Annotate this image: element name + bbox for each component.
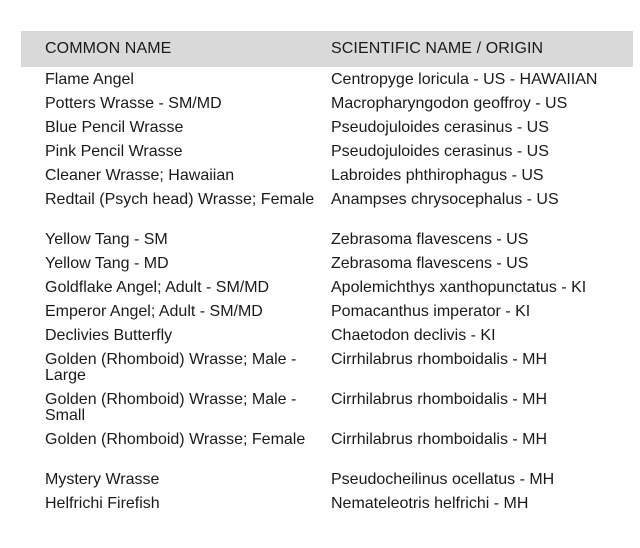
common-name-cell: Golden (Rhomboid) Wrasse; Male - Small <box>45 391 297 424</box>
column-header-scientific-name: SCIENTIFIC NAME / ORIGIN <box>331 40 544 57</box>
column-header-common-name: COMMON NAME <box>45 40 172 57</box>
scientific-name-cell: Anampses chrysocephalus - US <box>331 191 559 208</box>
scientific-name-cell: Pseudojuloides cerasinus - US <box>331 143 549 160</box>
scientific-name-cell: Centropyge loricula - US - HAWAIIAN <box>331 71 598 88</box>
common-name-cell: Yellow Tang - MD <box>45 255 169 272</box>
table-row <box>0 120 640 144</box>
common-name-cell: Golden (Rhomboid) Wrasse; Male - Large <box>45 351 297 384</box>
scientific-name-cell: Apolemichthys xanthopunctatus - KI <box>331 279 587 296</box>
scientific-name-cell: Nemateleotris helfrichi - MH <box>331 495 529 512</box>
scientific-name-cell: Pomacanthus imperator - KI <box>331 303 531 320</box>
common-name-cell: Golden (Rhomboid) Wrasse; Female <box>45 431 306 448</box>
common-name-cell: Helfrichi Firefish <box>45 495 160 512</box>
scientific-name-cell: Cirrhilabrus rhomboidalis - MH <box>331 391 548 408</box>
table-row <box>0 144 640 168</box>
common-name-cell: Emperor Angel; Adult - SM/MD <box>45 303 263 320</box>
common-name-cell: Blue Pencil Wrasse <box>45 119 184 136</box>
common-name-cell: Potters Wrasse - SM/MD <box>45 95 222 112</box>
table-row <box>0 392 640 432</box>
common-name-cell: Mystery Wrasse <box>45 471 160 488</box>
common-name-cell: Cleaner Wrasse; Hawaiian <box>45 167 235 184</box>
common-name-cell: Redtail (Psych head) Wrasse; Female <box>45 191 315 208</box>
table-row <box>0 280 640 304</box>
table-row <box>0 304 640 328</box>
table-row <box>0 496 640 520</box>
common-name-cell: Yellow Tang - SM <box>45 231 168 248</box>
common-name-cell: Flame Angel <box>45 71 134 88</box>
table-row <box>0 192 640 232</box>
table-row <box>0 72 640 96</box>
table-row <box>0 96 640 120</box>
table-row <box>0 472 640 496</box>
scientific-name-cell: Chaetodon declivis - KI <box>331 327 496 344</box>
scientific-name-cell: Cirrhilabrus rhomboidalis - MH <box>331 351 548 368</box>
scientific-name-cell: Macropharyngodon geoffroy - US <box>331 95 568 112</box>
table-row <box>0 232 640 256</box>
scientific-name-cell: Pseudojuloides cerasinus - US <box>331 119 549 136</box>
table-row <box>0 168 640 192</box>
table-row <box>0 352 640 392</box>
scientific-name-cell: Zebrasoma flavescens - US <box>331 231 529 248</box>
common-name-cell: Goldflake Angel; Adult - SM/MD <box>45 279 270 296</box>
scientific-name-cell: Pseudocheilinus ocellatus - MH <box>331 471 555 488</box>
common-name-cell: Pink Pencil Wrasse <box>45 143 183 160</box>
table-row <box>0 256 640 280</box>
scientific-name-cell: Labroides phthirophagus - US <box>331 167 544 184</box>
table-body <box>0 72 640 520</box>
scientific-name-cell: Cirrhilabrus rhomboidalis - MH <box>331 431 548 448</box>
table-row <box>0 432 640 472</box>
scientific-name-cell: Zebrasoma flavescens - US <box>331 255 529 272</box>
common-name-cell: Declivies Butterfly <box>45 327 173 344</box>
table-row <box>0 328 640 352</box>
